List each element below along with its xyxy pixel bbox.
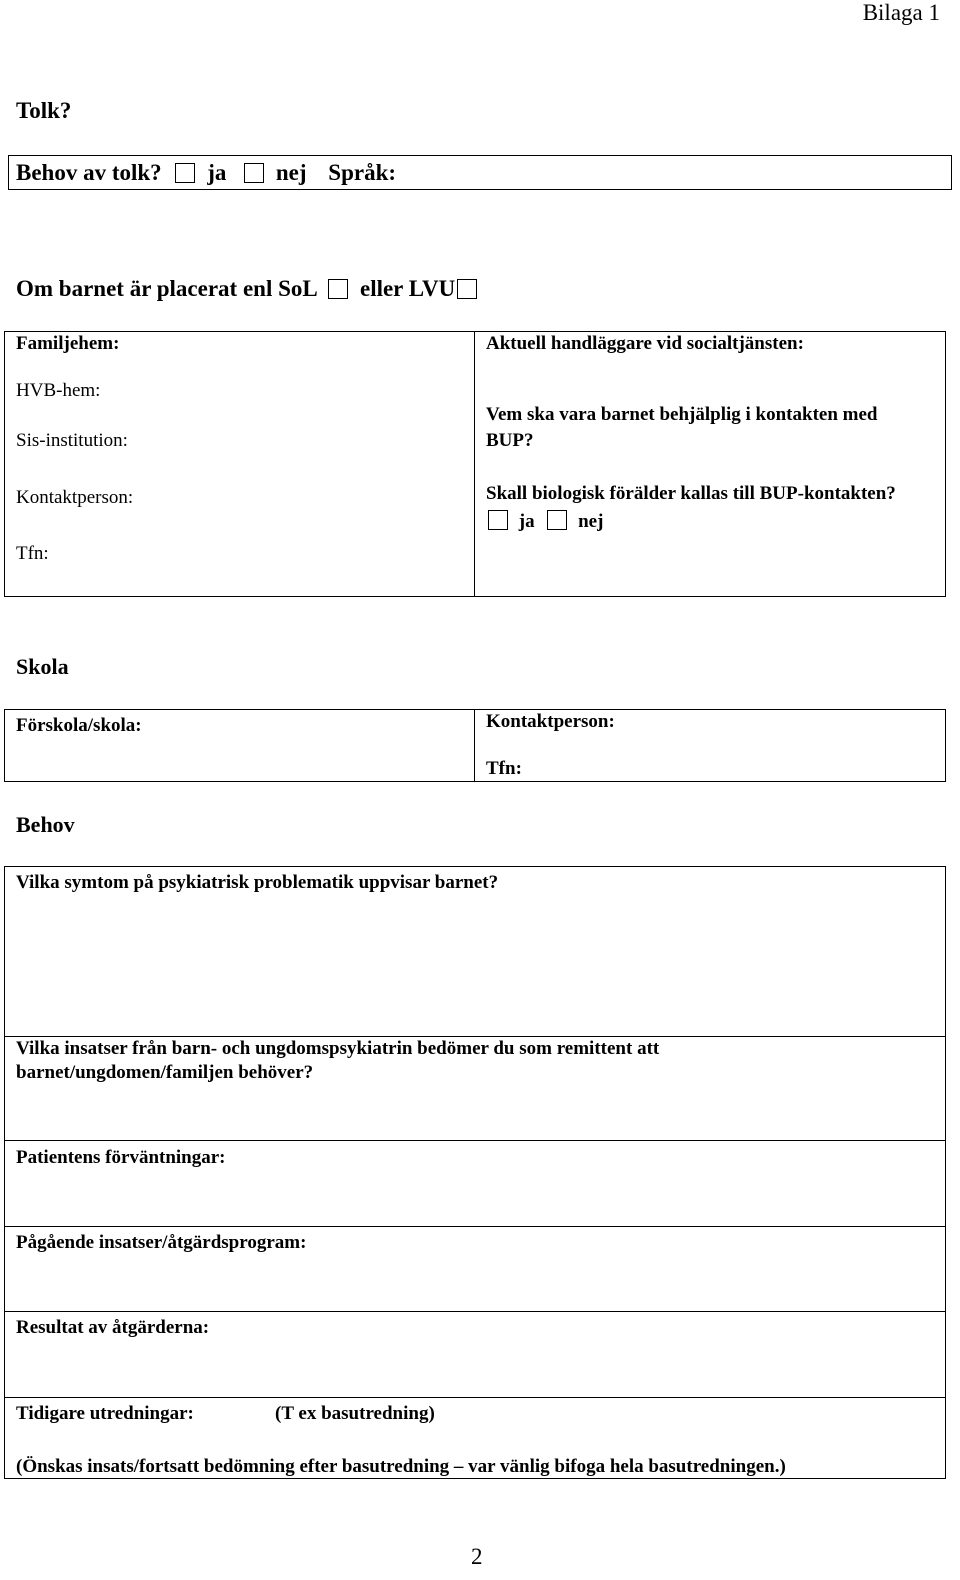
parent-no-label: nej bbox=[578, 511, 604, 532]
basic-investigation-note: (Önskas insats/fortsatt bedömning efter basutredning – var vänlig bifoga hela basutredningen.) bbox=[16, 1456, 786, 1477]
expectations-label: Patientens förväntningar: bbox=[16, 1147, 226, 1168]
interventions-question-line2: barnet/ungdomen/familjen behöver? bbox=[16, 1062, 314, 1083]
tolk-title: Tolk? bbox=[16, 98, 72, 123]
parent-yes-checkbox[interactable] bbox=[488, 510, 508, 530]
caseworker-label: Aktuell handläggare vid socialtjänsten: bbox=[486, 333, 804, 354]
lvu-checkbox[interactable] bbox=[457, 279, 477, 299]
helper-question-line2: BUP? bbox=[486, 430, 534, 451]
page-number: 2 bbox=[471, 1544, 483, 1569]
school-contact-label: Kontaktperson: bbox=[486, 711, 615, 732]
placement-phone-label: Tfn: bbox=[16, 543, 49, 564]
family-home-label: Familjehem: bbox=[16, 333, 120, 354]
placement-divider bbox=[474, 331, 475, 597]
parent-no-checkbox[interactable] bbox=[547, 510, 567, 530]
tolk-language-label: Språk: bbox=[328, 160, 397, 185]
needs-row-divider-3 bbox=[4, 1226, 946, 1227]
tolk-yes-label: ja bbox=[207, 160, 227, 185]
school-label: Förskola/skola: bbox=[16, 715, 142, 736]
school-divider bbox=[474, 709, 475, 782]
or-lvu-label: eller LVU bbox=[359, 276, 456, 301]
needs-table bbox=[4, 866, 946, 1479]
sis-institution-label: Sis-institution: bbox=[16, 430, 128, 451]
placement-table bbox=[4, 331, 946, 597]
tolk-yes-checkbox[interactable] bbox=[175, 163, 195, 183]
parent-yes-label: ja bbox=[518, 511, 535, 532]
school-title: Skola bbox=[16, 654, 69, 679]
placement-contact-label: Kontaktperson: bbox=[16, 487, 134, 508]
interventions-question-line1: Vilka insatser från barn- och ungdomspsykiatrin bedömer du som remittent att bbox=[16, 1038, 660, 1059]
parent-question: Skall biologisk förälder kallas till BUP-kontakten? bbox=[486, 483, 896, 504]
needs-row-divider-2 bbox=[4, 1140, 946, 1141]
needs-title: Behov bbox=[16, 812, 75, 837]
placement-text: Om barnet är placerat enl SoL bbox=[16, 276, 317, 301]
placement-line bbox=[16, 276, 477, 302]
results-label: Resultat av åtgärderna: bbox=[16, 1317, 210, 1338]
school-table bbox=[4, 709, 946, 782]
ongoing-interventions-label: Pågående insatser/åtgärdsprogram: bbox=[16, 1232, 307, 1253]
needs-row-divider-4 bbox=[4, 1311, 946, 1312]
previous-investigations-label: Tidigare utredningar: bbox=[16, 1403, 194, 1424]
hvb-home-label: HVB-hem: bbox=[16, 380, 101, 401]
previous-investigations-example: (T ex basutredning) bbox=[275, 1403, 435, 1424]
sol-checkbox[interactable] bbox=[328, 279, 348, 299]
helper-question-line1: Vem ska vara barnet behjälplig i kontakten med bbox=[486, 404, 878, 425]
tolk-no-label: nej bbox=[275, 160, 307, 185]
appendix-label: Bilaga 1 bbox=[862, 0, 940, 25]
school-phone-label: Tfn: bbox=[486, 758, 522, 779]
tolk-no-checkbox[interactable] bbox=[244, 163, 264, 183]
symptoms-question: Vilka symtom på psykiatrisk problematik uppvisar barnet? bbox=[16, 872, 499, 893]
tolk-row bbox=[16, 160, 396, 186]
parent-answer-row bbox=[488, 510, 603, 533]
needs-row-divider-5 bbox=[4, 1397, 946, 1398]
needs-row-divider-1 bbox=[4, 1036, 946, 1037]
tolk-need-label: Behov av tolk? bbox=[16, 160, 162, 185]
